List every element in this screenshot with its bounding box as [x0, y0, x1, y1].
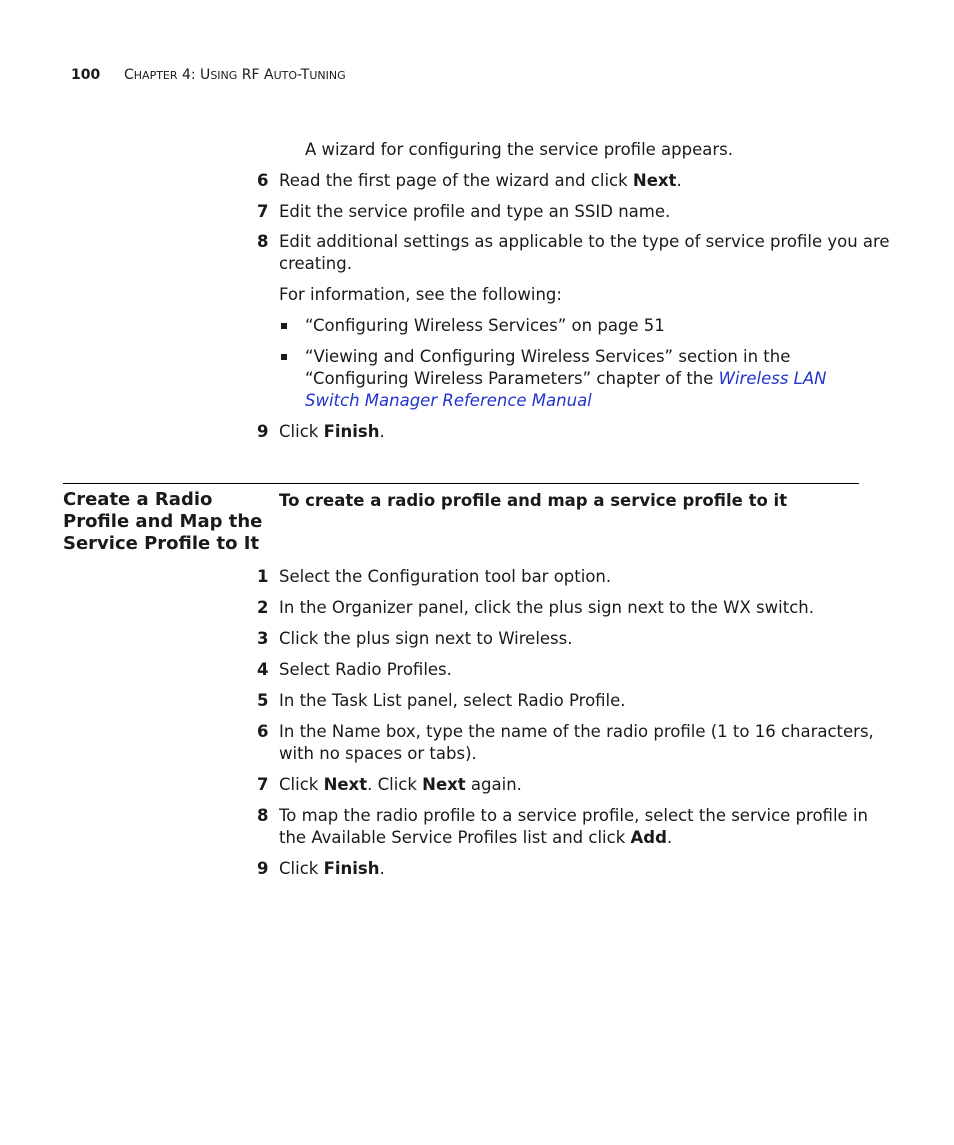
bullet-item: “Configuring Wireless Parameters” chapter of the Wireless LAN — [305, 369, 827, 388]
manual-link[interactable]: Switch Manager Reference Manual — [305, 391, 592, 410]
step-text: Select Radio Profiles. — [279, 660, 452, 679]
procedure-heading: To create a radio profile and map a service profile to it — [279, 491, 788, 510]
bullet-marker — [281, 354, 287, 360]
step-text: In the Organizer panel, click the plus sign next to the WX switch. — [279, 598, 814, 617]
info-text: For information, see the following: — [279, 285, 562, 304]
step-number: 7 — [257, 775, 269, 794]
step-number: 6 — [257, 722, 269, 741]
chapter-title: CHAPTER 4: USING RF AUTO-TUNING — [124, 67, 346, 83]
step-text: the Available Service Profiles list and click Add. — [279, 828, 673, 847]
step-text: Click Next. Click Next again. — [279, 775, 522, 794]
bullet-marker — [281, 323, 287, 329]
step-number: 1 — [257, 567, 269, 586]
step-number: 9 — [257, 859, 269, 878]
step-text: Edit additional settings as applicable to the type of service profile you are — [279, 232, 890, 251]
manual-link[interactable]: Wireless LAN — [718, 369, 827, 388]
step-number: 5 — [257, 691, 269, 710]
step-number: 8 — [257, 806, 269, 825]
step-number: 9 — [257, 422, 269, 441]
step-text: Click the plus sign next to Wireless. — [279, 629, 573, 648]
step-text: creating. — [279, 254, 352, 273]
step-text: In the Task List panel, select Radio Profile. — [279, 691, 626, 710]
step-number: 7 — [257, 202, 269, 221]
section-side-heading: Create a Radio Profile and Map the Service Profile to It — [63, 489, 263, 554]
step-text: Select the Configuration tool bar option. — [279, 567, 612, 586]
section-divider — [63, 483, 859, 484]
step-text: Click Finish. — [279, 422, 385, 441]
step-number: 2 — [257, 598, 269, 617]
bullet-item: “Configuring Wireless Services” on page 51 — [305, 316, 665, 335]
step-number: 3 — [257, 629, 269, 648]
intro-text: A wizard for configuring the service profile appears. — [305, 140, 734, 159]
bullet-item: “Viewing and Configuring Wireless Services” section in the — [305, 347, 791, 366]
step-number: 6 — [257, 171, 269, 190]
step-number: 4 — [257, 660, 269, 679]
step-text: Click Finish. — [279, 859, 385, 878]
page-number: 100 — [71, 67, 101, 83]
step-text: In the Name box, type the name of the radio profile (1 to 16 characters, — [279, 722, 874, 741]
step-text: with no spaces or tabs). — [279, 744, 477, 763]
step-number: 8 — [257, 232, 269, 251]
step-text: To map the radio profile to a service profile, select the service profile in — [279, 806, 868, 825]
step-text: Edit the service profile and type an SSID name. — [279, 202, 671, 221]
step-text: Read the first page of the wizard and click Next. — [279, 171, 682, 190]
